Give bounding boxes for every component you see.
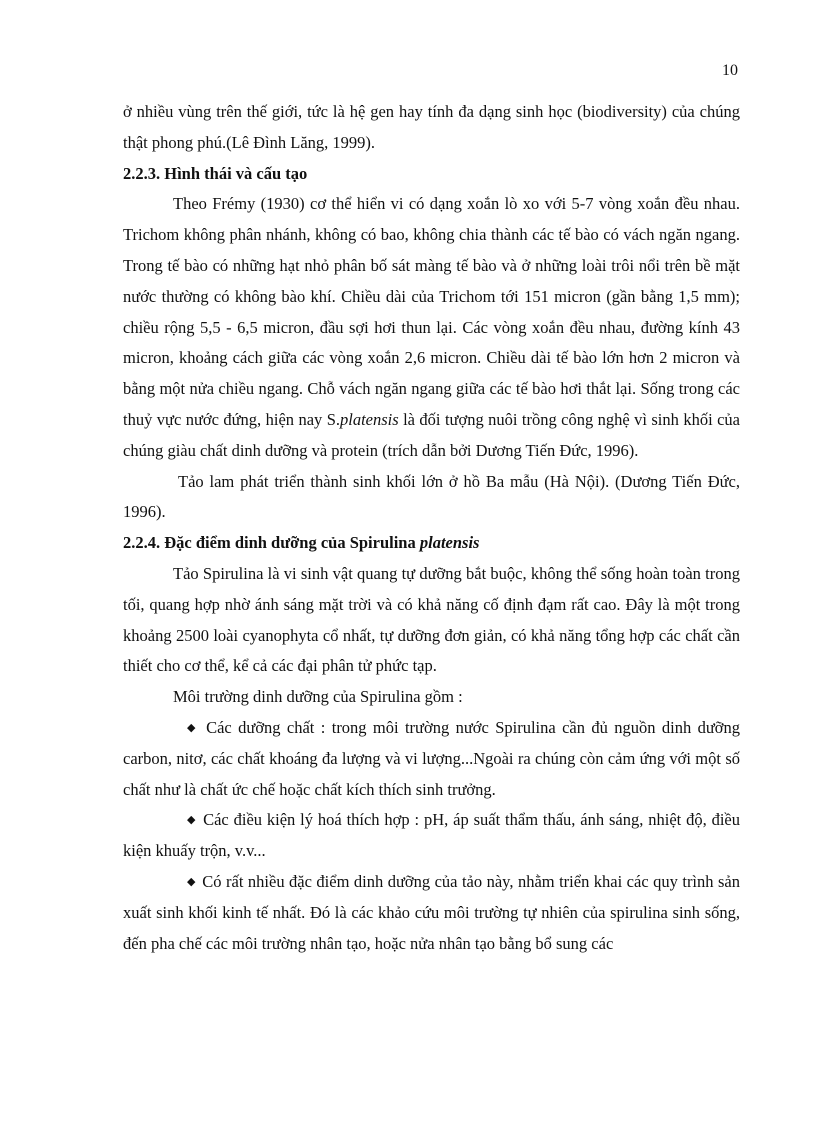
section-heading-nutrition-italic: platensis (419, 533, 480, 553)
paragraph-intro: ở nhiều vùng trên thế giới, tức là hệ gen hay tính đa dạng sinh học (biodiversity) của chúng thật phong phú.(Lê Đình Lăng, 1999). (123, 102, 740, 152)
bullet-item-conditions-text: Các điều kiện lý hoá thích hợp : pH, áp suất thẩm thấu, ánh sáng, nhiệt độ, điều kiện khuấy trộn, v.v... (123, 810, 740, 861)
paragraph-morphology-text: Theo Frémy (1930) cơ thể hiển vi có dạng xoắn lò xo với 5-7 vòng xoắn đều nhau. Trichom không phân nhánh, không có bao, không chia thành các tế bào có vách ngăn ngang. Trong tế bào có những hạt nhỏ phân bố sát màng tế bào và ở những loài trôi nổi trên bề mặt nước thường có không bào khí. Chiều dài của Trichom tới 151 micron (gần bằng 1,5 mm); chiều rộng 5,5 - 6,5 micron, đầu sợi hơi thun lại. Các vòng xoắn đều nhau, đường kính 43 micron, khoảng cách giữa các vòng xoắn 2,6 micron. Chiều dài tế bào lớn hơn 2 micron và bằng một nửa chiều ngang. Chỗ vách ngăn ngang giữa các tế bào hơi thắt lại. Sống trong các thuỷ vực nước đứng, hiện nay S. (123, 194, 740, 429)
bullet-item-nutrients (123, 713, 740, 805)
diamond-bullet-icon: ◆ (187, 814, 197, 827)
bullet-item-conditions (123, 805, 740, 867)
species-name-italic: platensis (340, 409, 399, 429)
document-body (123, 97, 740, 959)
section-heading-nutrition (123, 528, 740, 559)
paragraph-medium-intro: Môi trường dinh dưỡng của Spirulina gồm : (173, 687, 463, 707)
diamond-bullet-icon: ◆ (187, 721, 198, 734)
bullet-item-research-text: Có rất nhiều đặc điểm dinh dưỡng của tảo này, nhằm triển khai các quy trình sản xuất sinh khối kinh tế nhất. Đó là các khảo cứu môi trường tự nhiên của spirulina sinh sống, đến pha chế các môi trường nhân tạo, hoặc nửa nhân tạo bằng bổ sung các (123, 871, 740, 953)
paragraph-morphology (123, 189, 740, 466)
paragraph-nutrition: Tảo Spirulina là vi sinh vật quang tự dưỡng bắt buộc, không thể sống hoàn toàn trong tối, quang hợp nhờ ánh sáng mặt trời và có khả năng cố định đạm rất cao. Đây là một trong khoảng 2500 loài cyanophyta cổ nhất, tự dưỡng đơn giản, có khả năng tổng hợp các chất cần thiết cho cơ thể, kể cả các đại phân tử phức tạp. (123, 563, 740, 676)
paragraph-morphology-end: là đối tượng nuôi trồng công nghệ vì sinh khối của chúng giàu chất dinh dưỡng và protein (trích dẫn bởi Dương Tiến Đức, 1996). (123, 409, 740, 460)
section-heading-morphology: 2.2.3. Hình thái và cấu tạo (123, 163, 308, 183)
paragraph-ba-mau-lake: Tảo lam phát triển thành sinh khối lớn ở hồ Ba mẫu (Hà Nội). (Dương Tiến Đức, 1996). (123, 471, 740, 522)
page-number: 10 (722, 62, 738, 79)
bullet-item-research (123, 867, 740, 959)
bullet-item-nutrients-text: Các dưỡng chất : trong môi trường nước Spirulina cần đủ nguồn dinh dưỡng carbon, nitơ, các chất khoáng đa lượng và vi lượng...Ngoài ra chúng còn cảm ứng với một số chất như là chất ức chế hoặc chất kích thích sinh trưởng. (123, 717, 740, 799)
section-heading-nutrition-text: 2.2.4. Đặc điểm dinh dưỡng của Spirulina (123, 533, 420, 553)
diamond-bullet-icon: ◆ (187, 875, 196, 888)
